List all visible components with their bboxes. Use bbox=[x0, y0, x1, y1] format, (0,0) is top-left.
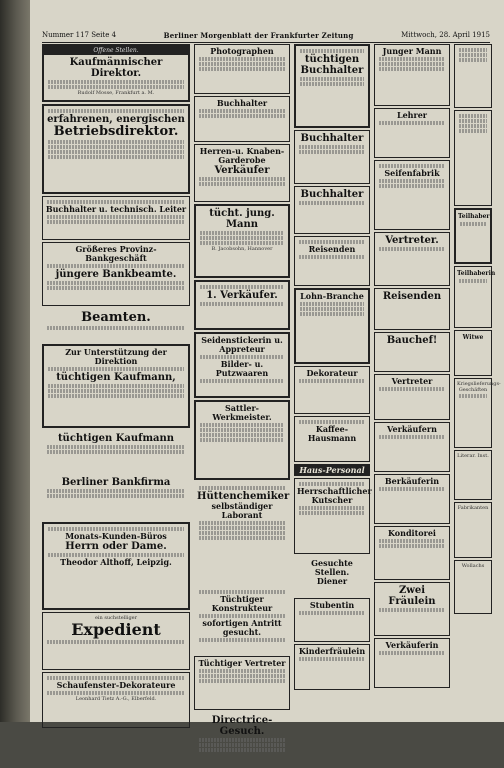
ad-vertreter bbox=[374, 232, 450, 286]
ad-subtitle: Herrn oder Dame. bbox=[65, 541, 167, 552]
ad-title: Tüchtiger Konstrukteur bbox=[211, 594, 273, 613]
ad-title: Tüchtiger Vertreter bbox=[198, 658, 286, 668]
ad-title: Reisenden bbox=[382, 291, 442, 302]
ad-title: Kinderfräulein bbox=[298, 646, 366, 656]
ad-title: Buchhalter bbox=[300, 189, 364, 200]
ad-berliner-bankfirma bbox=[42, 474, 190, 520]
ad-kaufmaennischer-direktor bbox=[42, 44, 190, 102]
ad-betriebsdirektor bbox=[42, 104, 190, 194]
column-1 bbox=[42, 44, 190, 708]
ad-verkaeufern bbox=[374, 422, 450, 472]
ad-title: Buchhalter u. technisch. Leiter bbox=[45, 204, 187, 214]
ad-title: Fabrikanten bbox=[457, 505, 489, 511]
ad-kriegslieferung bbox=[454, 378, 501, 448]
ad-witwe bbox=[454, 330, 492, 376]
ad-subtitle: sofortigen Antritt gesucht. bbox=[202, 618, 282, 637]
ad-schaufenster-dekorateure bbox=[42, 672, 190, 728]
ad-subtitle: jüngere Bankbeamte. bbox=[55, 269, 177, 280]
ad-title: Dekorateur bbox=[306, 368, 358, 378]
ad-berkaeuferin bbox=[374, 474, 450, 524]
ad-huettenchemiker bbox=[194, 482, 290, 584]
ad-title: Berliner Bankfirma bbox=[61, 477, 171, 488]
ad-reisenden bbox=[374, 288, 450, 330]
ad-unterstuetzung-direktion bbox=[42, 344, 190, 428]
ad-beamten bbox=[42, 308, 190, 342]
ad-title: Schaufenster-Dekorateure bbox=[56, 680, 176, 690]
ad-title: Kaffee-Hausmann bbox=[307, 424, 357, 443]
ad-title: Zwei Fräulein bbox=[388, 585, 436, 607]
ad-reisenden bbox=[294, 236, 370, 286]
ad-junger-mann bbox=[374, 44, 450, 106]
ad-title: Teilhaber bbox=[458, 213, 490, 220]
ad-teilhaber bbox=[454, 208, 492, 264]
ad-verkaeuferin bbox=[374, 638, 450, 688]
ad-title: Lehrer bbox=[396, 110, 428, 120]
ad-vertreter bbox=[194, 656, 290, 710]
ad-kutscher bbox=[294, 478, 370, 554]
column-3 bbox=[294, 44, 370, 708]
ad-expedient bbox=[42, 612, 190, 670]
ad-konditorei bbox=[374, 526, 450, 580]
newspaper-page bbox=[30, 0, 504, 737]
ad-zwei-fraeulein bbox=[374, 582, 450, 636]
ad-seidenstickerin bbox=[194, 332, 290, 398]
ad-bauchef bbox=[374, 332, 450, 372]
ad-title: tüchtigen Kaufmann bbox=[57, 433, 175, 444]
ad-title: Verkäufern bbox=[387, 424, 437, 434]
ad-title: Herrschaftlicher Kutscher bbox=[297, 486, 372, 505]
ad-company: B. Jacobsohn, Hannover bbox=[211, 246, 273, 252]
ad-title: Reisenden bbox=[308, 244, 356, 254]
ad-title: Stubentin bbox=[309, 600, 355, 610]
ad-buchhalter-3 bbox=[294, 186, 370, 234]
ad-teilhaberin bbox=[454, 266, 496, 328]
ad-fabrikanten bbox=[454, 502, 492, 558]
ad-title: Kriegslieferungs-Geschäften bbox=[457, 381, 501, 393]
issue-number: Nummer 117 Seite 4 bbox=[42, 31, 117, 39]
ad-title: Witwe bbox=[462, 334, 484, 341]
ad-company: Theodor Althoff, Leipzig. bbox=[60, 557, 172, 567]
ad-contact: Rudolf Mosse, Frankfurt a. M. bbox=[77, 90, 155, 96]
ad-herren-garderobe bbox=[194, 144, 290, 202]
ad-title: Herren-u. Knaben-Garderobe bbox=[199, 146, 285, 165]
book-spine bbox=[0, 0, 30, 722]
ad-title: Lohn-Branche bbox=[300, 291, 364, 301]
ad-title: Photographen bbox=[210, 46, 274, 56]
ad-title-2: Betriebsdirektor. bbox=[53, 124, 179, 139]
ad-title: Sattler-Werkmeister. bbox=[212, 403, 272, 422]
ad-title: Verkäuferin bbox=[385, 640, 439, 650]
section-haus-personal: Haus-Personal bbox=[294, 464, 370, 476]
ad-title: Directrice-Gesuch. bbox=[211, 715, 273, 737]
ad-title: Monats-Kunden-Büros bbox=[65, 531, 167, 541]
page-header bbox=[42, 28, 490, 43]
column-4 bbox=[374, 44, 450, 708]
ad-tuechtigen-kaufmann bbox=[42, 430, 190, 472]
ad-lehrer bbox=[374, 108, 450, 158]
ad-title: Seifenfabrik bbox=[384, 168, 440, 178]
ad-title: Konditorei bbox=[388, 528, 436, 538]
ad-buchhalter-leiter bbox=[42, 196, 190, 240]
ad-gesuchte-stellen bbox=[294, 556, 370, 596]
ad-stubentin bbox=[294, 598, 370, 642]
ad-title: 1. Verkäufer. bbox=[206, 290, 278, 301]
ad-monats-kunden-bueros bbox=[42, 522, 190, 610]
ad-dekorateur bbox=[294, 366, 370, 414]
column-2 bbox=[194, 44, 290, 737]
ad-title: Beamten. bbox=[81, 310, 151, 325]
ad-title: Teilhaberin bbox=[457, 270, 496, 277]
ad-subtitle: Verkäufer bbox=[214, 165, 270, 176]
ad-seifenfabrik bbox=[374, 160, 450, 230]
ad-title: tüchtigen Buchhalter bbox=[300, 54, 364, 76]
ad-wollachs bbox=[454, 560, 492, 614]
ad-title: Kaufmännischer Direktor. bbox=[69, 57, 163, 79]
ad-kaffee-hausmann bbox=[294, 416, 370, 462]
ad-title: ein suchstelliger bbox=[94, 615, 138, 621]
ad-title: Literar. Inst. bbox=[457, 453, 489, 459]
ad-photographen bbox=[194, 44, 290, 94]
ad-buchhalter-2 bbox=[294, 130, 370, 184]
ad-kinderfraeulein bbox=[294, 644, 370, 690]
masthead: Berliner Morgenblatt der Frankfurter Zeitung bbox=[163, 30, 354, 40]
ad-subtitle: selbständiger Laborant bbox=[211, 501, 273, 520]
ad-subtitle: Diener bbox=[316, 576, 348, 586]
ad-verkaeufer bbox=[194, 280, 290, 330]
ad-tuecht-jung-mann bbox=[194, 204, 290, 278]
ad-title: tücht. jung. Mann bbox=[209, 208, 275, 230]
ad-tuechtigen-buchhalter bbox=[294, 44, 370, 128]
ad-edge-2 bbox=[454, 110, 492, 206]
ad-title: erfahrenen, energischen bbox=[47, 114, 185, 125]
ad-title: Buchhalter bbox=[300, 133, 364, 144]
issue-date: Mittwoch, 28. April 1915 bbox=[401, 31, 490, 39]
ad-konstrukteur bbox=[194, 586, 290, 654]
ad-lohn-branche bbox=[294, 288, 370, 364]
column-5 bbox=[454, 44, 501, 708]
ad-title: Bauchef! bbox=[386, 335, 438, 346]
ad-title: Berkäuferin bbox=[384, 476, 440, 486]
ad-provinz-bank bbox=[42, 242, 190, 306]
ad-title: Hüttenchemiker bbox=[197, 491, 290, 502]
ad-title: Seidenstickerin u. Appreteur bbox=[201, 335, 283, 354]
ad-subtitle: tüchtigen Kaufmann, bbox=[56, 372, 176, 383]
section-label-offene-stellen: Offene Stellen. bbox=[44, 46, 188, 55]
ad-subtitle: Expedient bbox=[71, 620, 161, 639]
ad-vertreter-2 bbox=[374, 374, 450, 420]
ad-title: Größeres Provinz-Bankgeschäft bbox=[75, 244, 157, 263]
ad-title: Vertreter. bbox=[385, 235, 439, 246]
ad-sattler-werkmeister bbox=[194, 400, 290, 480]
ad-title: Buchhalter bbox=[216, 98, 268, 108]
ad-buchhalter bbox=[194, 96, 290, 142]
ad-directrice bbox=[194, 712, 290, 768]
ad-title: Gesuchte Stellen. bbox=[311, 558, 353, 577]
ad-company: Leonhard Tietz A.-G., Elberfeld. bbox=[75, 696, 157, 702]
ad-edge-1 bbox=[454, 44, 492, 108]
ad-literar bbox=[454, 450, 492, 500]
ad-title: Zur Unterstützung der Direktion bbox=[65, 347, 167, 366]
ad-title: Vertreter bbox=[391, 376, 433, 386]
ad-title: Junger Mann bbox=[382, 46, 442, 56]
ad-subtitle: Bilder- u. Putzwaaren bbox=[215, 359, 269, 378]
ad-title: Wollachs bbox=[461, 563, 485, 569]
